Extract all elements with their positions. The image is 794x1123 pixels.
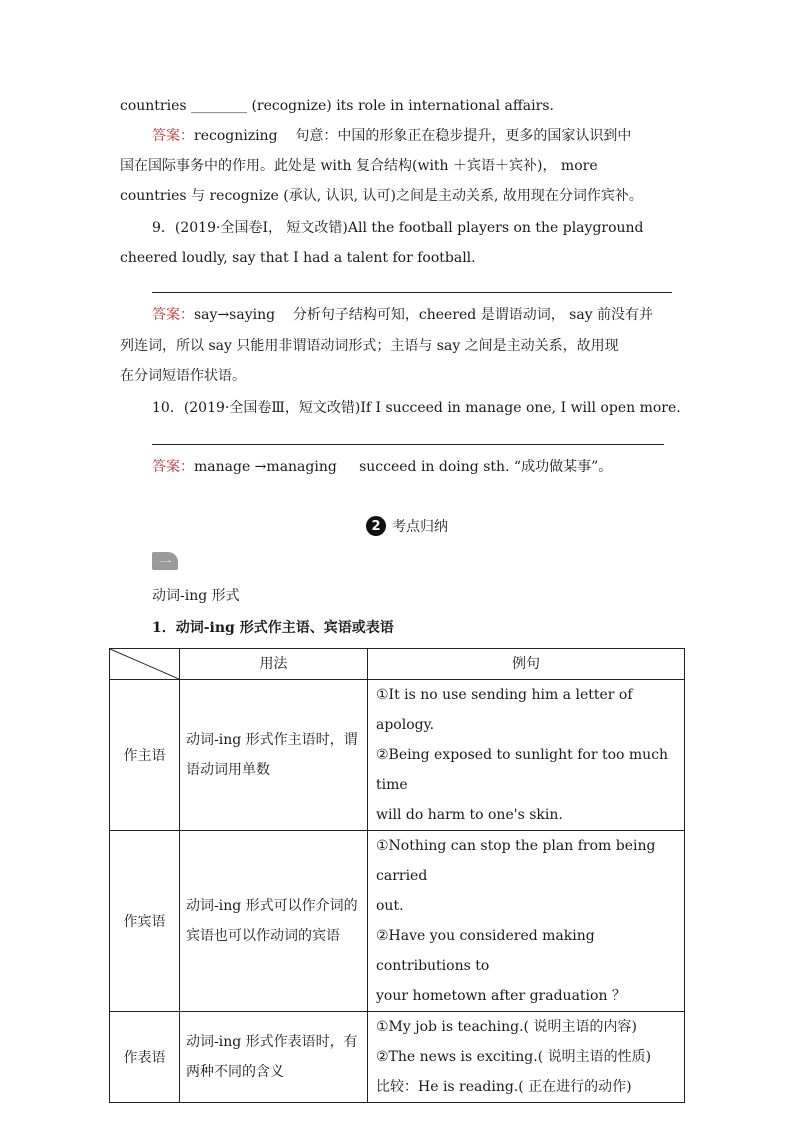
section-title: 考点归纳	[392, 519, 448, 535]
example-line: ②Being exposed to sunlight for too much time	[376, 747, 669, 793]
row-label: 作表语	[110, 1012, 180, 1103]
heading: 1．动词-ing 形式作主语、宾语或表语	[152, 620, 394, 636]
usage-cell: 动词-ing 形式作主语时，谓语动词用单数	[180, 680, 368, 831]
header-usage: 用法	[180, 649, 368, 680]
example-line: ①It is no use sending him a letter of apology.	[376, 687, 633, 733]
answer-label: 答案：	[152, 128, 194, 144]
examples-cell	[368, 680, 685, 831]
example-line: ②The news is exciting.( 说明主语的性质)	[376, 1049, 652, 1065]
question-line: 9．(2019·全国卷Ⅰ， 短文改错)All the football players on the playground	[152, 220, 644, 236]
text-line: 在分词短语作状语。	[120, 368, 246, 384]
examples-cell	[368, 1012, 685, 1103]
answer-value: recognizing	[194, 128, 278, 144]
table-header-row	[110, 649, 685, 680]
row-label: 作主语	[110, 680, 180, 831]
answer-line	[152, 305, 653, 325]
grammar-table	[109, 648, 685, 1103]
diagonal-header-cell	[110, 649, 180, 680]
text-line: 列连词，所以 say 只能用非谓语动词形式；主语与 say 之间是主动关系，故用现	[120, 338, 619, 354]
question-line: cheered loudly, say that I had a talent for football.	[120, 250, 476, 266]
table-row	[110, 680, 685, 831]
example-line: your hometown after graduation ？	[376, 988, 626, 1004]
answer-line	[152, 126, 631, 146]
table-row	[110, 1012, 685, 1103]
answer-value: say→saying	[194, 307, 276, 323]
answer-label: 答案：	[152, 459, 194, 475]
answer-blank-rule	[152, 444, 664, 445]
explanation-text: 分析句子结构可知，cheered 是谓语动词， say 前没有并	[292, 307, 654, 323]
example-line: ①My job is teaching.( 说明主语的内容)	[376, 1019, 637, 1035]
section-header	[366, 516, 448, 536]
text-line: countries ________ (recognize) its role in international affairs.	[120, 98, 554, 114]
usage-cell: 动词-ing 形式作表语时，有两种不同的含义	[180, 1012, 368, 1103]
table-row	[110, 831, 685, 1012]
explanation-text: succeed in doing sth. “成功做某事”。	[359, 459, 613, 475]
text-line: countries 与 recognize (承认, 认识, 认可)之间是主动关系, 故用现在分词作宾补。	[120, 188, 643, 204]
examples-cell	[368, 831, 685, 1012]
question-line: 10．(2019·全国卷Ⅲ，短文改错)If I succeed in manage one, I will open more.	[152, 400, 681, 416]
subtitle: 动词-ing 形式	[152, 588, 240, 604]
example-line: 比较：He is reading.( 正在进行的动作)	[376, 1079, 632, 1095]
answer-label: 答案：	[152, 307, 194, 323]
example-line: ①Nothing can stop the plan from being carried	[376, 838, 656, 884]
usage-cell: 动词-ing 形式可以作介词的宾语也可以作动词的宾语	[180, 831, 368, 1012]
explanation-text: 句意：中国的形象正在稳步提升，更多的国家认识到中	[295, 128, 632, 144]
diagonal-line	[110, 649, 179, 679]
answer-blank-rule	[152, 292, 672, 293]
text-line: 国在国际事务中的作用。此处是 with 复合结构(with ＋宾语＋宾补)， more	[120, 158, 598, 174]
row-label: 作宾语	[110, 831, 180, 1012]
example-line: will do harm to one's skin.	[376, 807, 563, 823]
answer-value: manage →managing	[194, 459, 337, 475]
section-number-badge: 2	[366, 516, 386, 536]
part-badge: 一	[152, 552, 178, 570]
answer-line	[152, 457, 612, 477]
example-line: ②Have you considered making contributions to	[376, 928, 595, 974]
example-line: out.	[376, 898, 404, 914]
header-examples: 例句	[368, 649, 685, 680]
